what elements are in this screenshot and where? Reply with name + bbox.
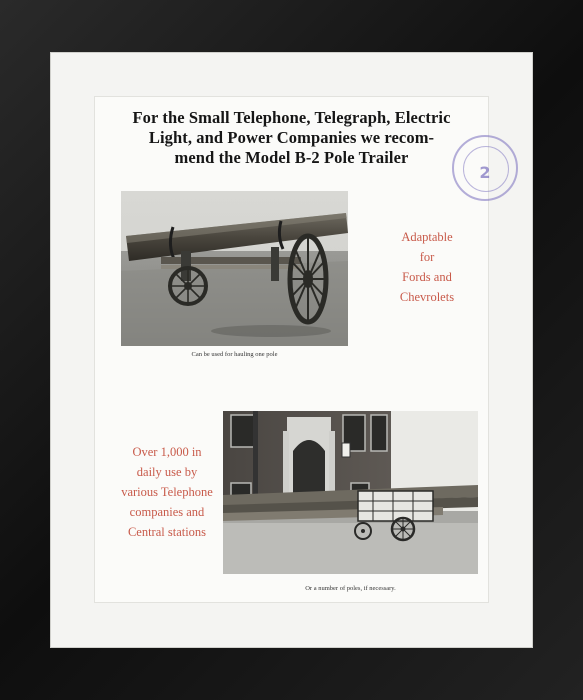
adaptable-note-line-4: Chevrolets <box>399 290 455 304</box>
photo-multiple-poles-trailer <box>223 411 478 574</box>
adaptable-note-line-3: Fords and <box>402 270 452 284</box>
daily-use-note <box>109 442 225 542</box>
daily-use-note-line-2: daily use by <box>136 465 198 479</box>
adaptable-note-line-2: for <box>419 250 435 264</box>
caption-multiple-poles: Or a number of poles, if necessary. <box>305 585 396 592</box>
caption-single-pole: Can be used for hauling one pole <box>191 351 278 358</box>
headline-line-1: For the Small Telephone, Telegraph, Electric <box>132 108 451 127</box>
library-stamp <box>452 135 518 201</box>
daily-use-note-line-4: companies and <box>129 505 205 519</box>
photo-single-pole-illustration <box>121 191 348 346</box>
headline-line-2: Light, and Power Companies we recom- <box>148 128 435 147</box>
daily-use-note-line-5: Central stations <box>127 525 207 539</box>
advertisement-page <box>95 97 491 602</box>
adaptable-note <box>378 227 476 307</box>
adaptable-note-line-1: Adaptable <box>401 230 453 244</box>
stamp-number: 2 <box>479 163 491 182</box>
headline <box>95 108 488 168</box>
photo-single-pole-trailer <box>121 191 348 346</box>
photo-multiple-poles-illustration <box>223 411 478 574</box>
headline-line-3: mend the Model B-2 Pole Trailer <box>174 148 409 167</box>
daily-use-note-line-1: Over 1,000 in <box>132 445 202 459</box>
daily-use-note-line-3: various Telephone <box>121 485 213 499</box>
